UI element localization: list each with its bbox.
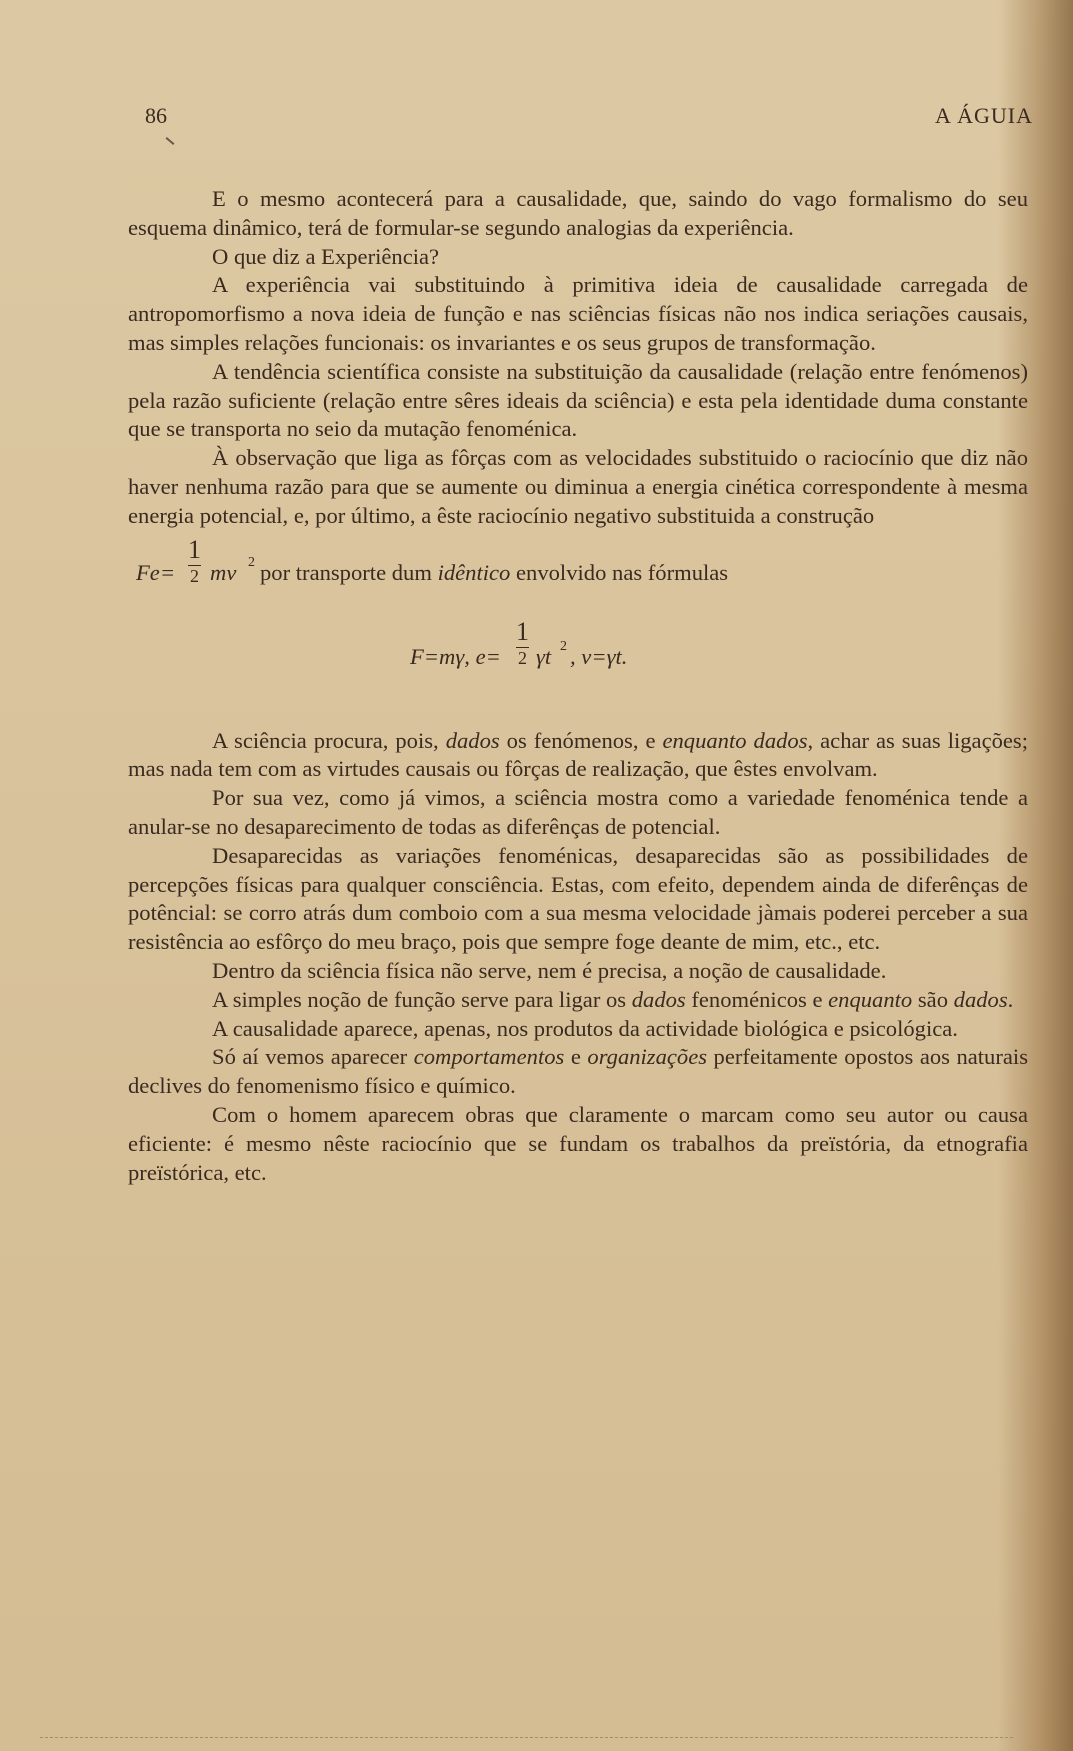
text-run: Dentro da sciência física não serve, nem é precisa, a noção de causalidade. bbox=[212, 957, 887, 983]
paragraph bbox=[128, 842, 1028, 957]
paragraph bbox=[128, 1043, 1028, 1101]
page-edge-line bbox=[40, 1737, 1013, 1739]
stray-ink-mark bbox=[166, 137, 175, 145]
text-run: os fenómenos, e bbox=[499, 727, 663, 753]
paragraph: A experiência vai substituindo à primitiva ideia de causalidade carregada de antropomorfismo a nova ideia de função e nas sciências físicas não nos indica seriações causais, mas simples relações funcionais: os invariantes e os seus grupos de transformação. bbox=[128, 272, 1028, 355]
text-run: são bbox=[912, 986, 954, 1012]
text-run: Por sua vez, como já vimos, a sciência mostra como a variedade fenoménica tende a anular-se no desaparecimento de todas as diferênças de potencial. bbox=[128, 785, 1028, 839]
formula-fraction bbox=[516, 616, 529, 668]
paragraph bbox=[128, 784, 1028, 842]
text-run: Só aí vemos aparecer bbox=[212, 1044, 414, 1070]
text-run: A simples noção de função serve para ligar os bbox=[212, 986, 632, 1012]
fraction-numerator: 1 bbox=[188, 534, 201, 564]
display-formula bbox=[128, 605, 1028, 697]
paragraph-group bbox=[128, 727, 1028, 1188]
formula-emphasis: idêntico bbox=[437, 559, 511, 585]
paragraph: E o mesmo acontecerá para a causalidade, que, saindo do vago formalismo do seu esquema dinâmico, terá de formular-se segundo analogias da experiência. bbox=[128, 186, 1028, 240]
formula-part: F=mγ, e= bbox=[410, 643, 501, 669]
text-run: , achar as suas ligações; mas nada tem com as virtudes causais ou fôrças de realização, que êstes envolvam. bbox=[128, 727, 1028, 782]
formula-superscript: 2 bbox=[560, 638, 567, 654]
formula-part: , v=γt. bbox=[570, 643, 628, 669]
emphasis-text: enquanto dados bbox=[662, 727, 808, 753]
formula-continuation bbox=[260, 559, 728, 588]
running-head: A ÁGUIA bbox=[934, 103, 1033, 128]
paragraph: A tendência scientífica consiste na substituição da causalidade (relação entre fenómenos) pela razão suficiente (relação entre sêres ideais da sciência) e esta pela identidade duma constante que se transporta no seio da mutação fenoménica. bbox=[128, 358, 1028, 442]
body-text bbox=[128, 185, 1028, 1187]
text-run: fenoménicos e bbox=[685, 986, 829, 1012]
text-run: A causalidade aparece, apenas, nos produtos da actividade biológica e psicológica. bbox=[212, 1015, 958, 1041]
emphasis-text: dados bbox=[631, 986, 686, 1012]
fraction-denominator: 2 bbox=[518, 647, 527, 668]
paragraph bbox=[128, 1101, 1028, 1187]
formula-fraction bbox=[188, 534, 201, 586]
fraction-numerator: 1 bbox=[516, 616, 529, 646]
emphasis-text: dados bbox=[445, 727, 500, 753]
formula-part: γt bbox=[536, 643, 552, 669]
emphasis-text: dados bbox=[953, 986, 1008, 1012]
text-run: perfeitamente opostos aos naturais declives do fenomenismo físico e químico. bbox=[128, 1044, 1028, 1099]
text-run: Desaparecidas as variações fenoménicas, desaparecidas são as possibilidades de percepções físicas para qualquer consciência. Estas, com efeito, dependem ainda de diferênças de potêncial: se corro atrás dum comboio com a sua mesma velocidade jàmais poderei perceber a sua resistência ao esfôrço do meu braço, pois que sempre foge deante de mim, etc., etc. bbox=[128, 842, 1028, 955]
paragraph bbox=[128, 986, 1028, 1015]
paragraph bbox=[128, 1015, 1028, 1044]
formula-text: envolvido nas fórmulas bbox=[510, 559, 729, 585]
fraction-denominator: 2 bbox=[190, 565, 199, 586]
formula-term: mv bbox=[210, 559, 237, 585]
text-run: e bbox=[564, 1044, 588, 1070]
paragraph bbox=[128, 727, 1028, 785]
inline-formula bbox=[128, 534, 1028, 599]
paragraph: O que diz a Experiência? bbox=[212, 243, 440, 269]
page-number: 86 bbox=[145, 103, 167, 128]
formula-superscript: 2 bbox=[248, 554, 255, 570]
text-run: A sciência procura, pois, bbox=[212, 727, 446, 753]
formula-lhs: Fe= bbox=[136, 559, 176, 585]
text-run: Com o homem aparecem obras que claramente o marcam como seu autor ou causa eficiente: é mesmo nêste raciocínio que se fundam os trabalhos da preïstória, da etnografia preïstórica, etc. bbox=[128, 1101, 1028, 1185]
emphasis-text: enquanto bbox=[828, 986, 913, 1012]
emphasis-text: organizações bbox=[587, 1044, 708, 1070]
formula-text: por transporte dum bbox=[260, 559, 438, 585]
paragraph: À observação que liga as fôrças com as velocidades substituido o raciocínio que diz não haver nenhuma razão para que se aumente ou diminua a energia cinética correspondente à mesma energia potencial, e, por último, a êste raciocínio negativo substituida a construção bbox=[128, 445, 1028, 528]
paragraph bbox=[128, 957, 1028, 986]
emphasis-text: comportamentos bbox=[413, 1044, 565, 1070]
text-run: . bbox=[1007, 986, 1014, 1012]
